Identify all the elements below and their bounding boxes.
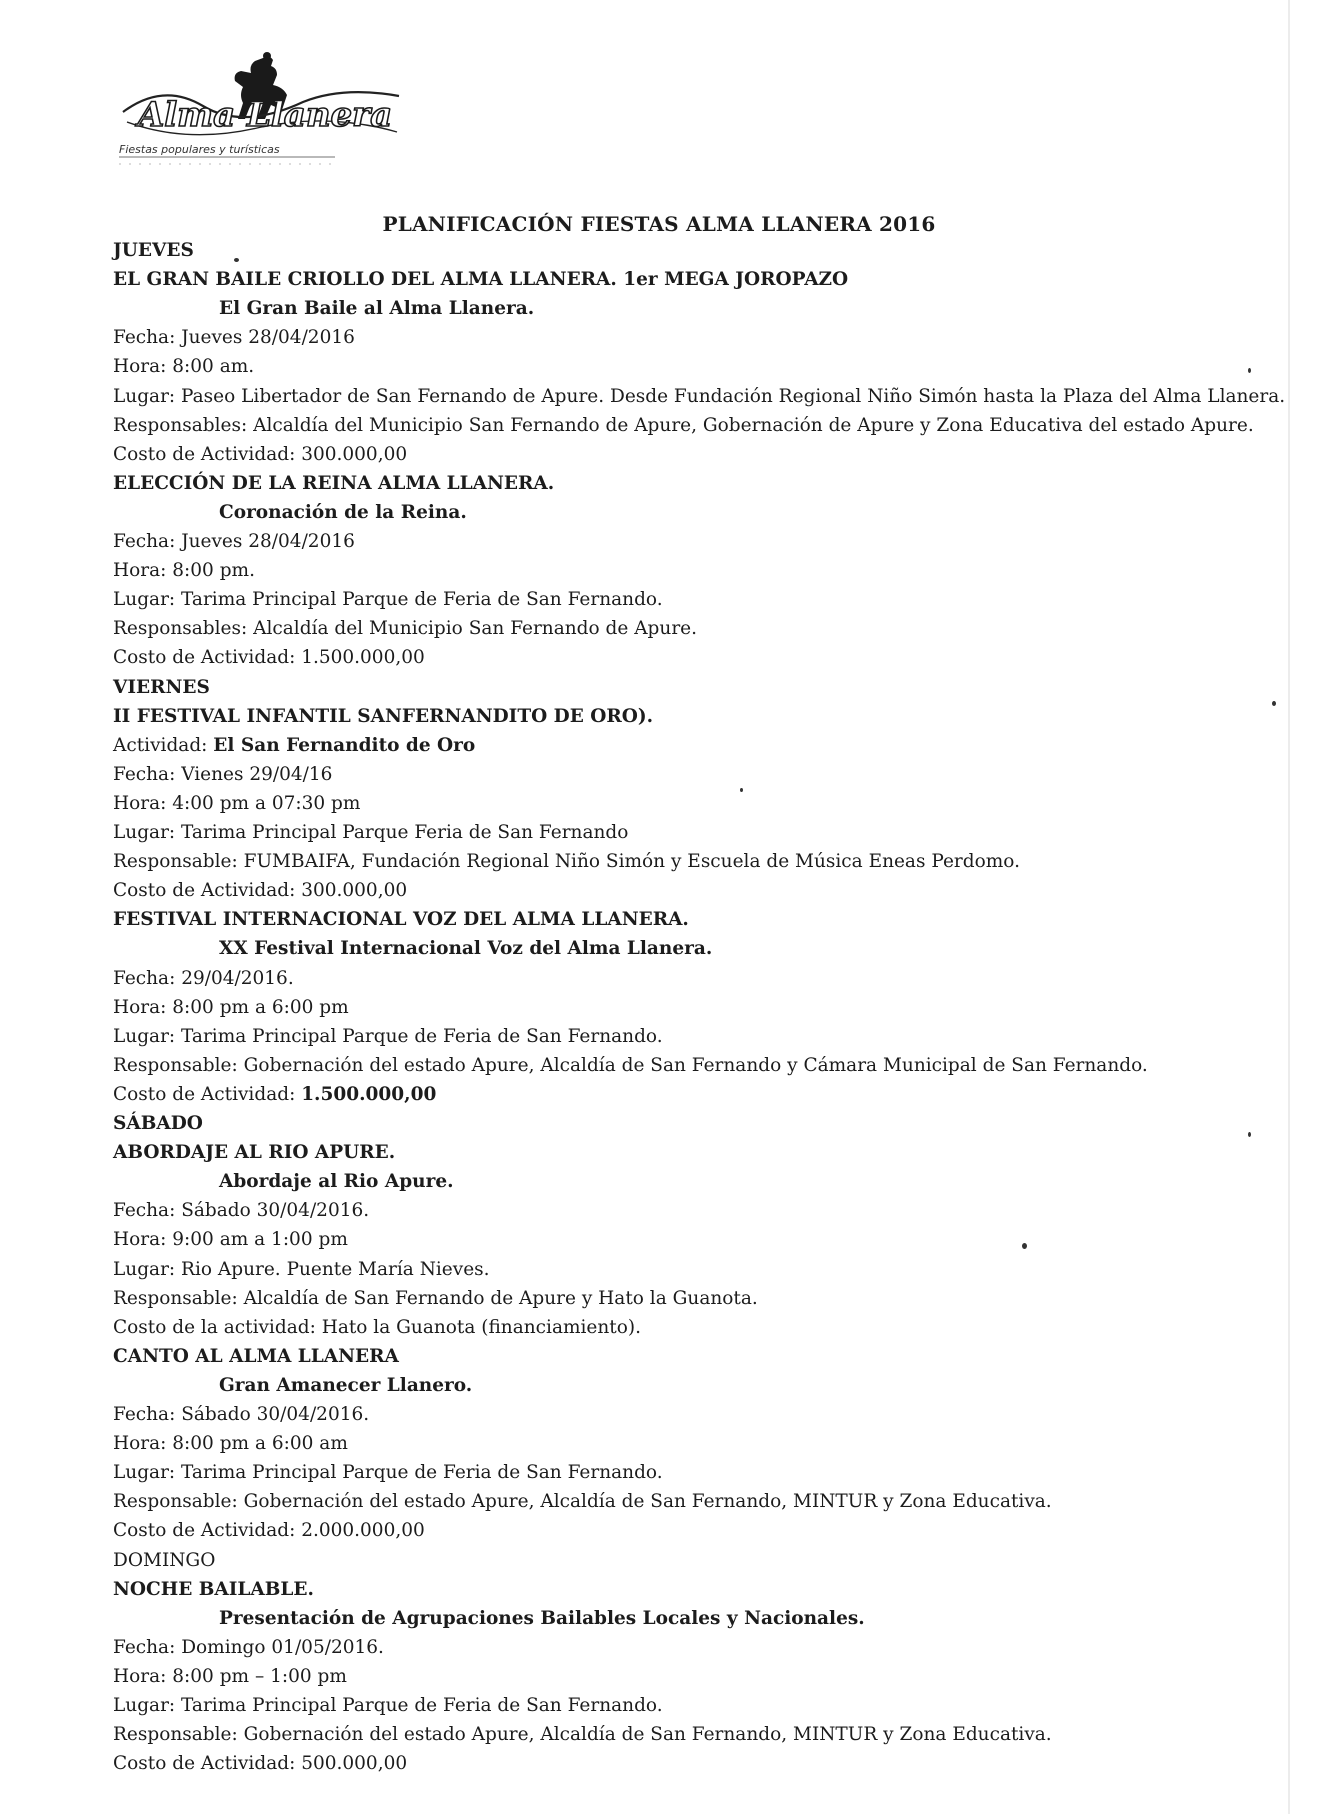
detail-value: 8:00 am. xyxy=(172,356,255,378)
event-detail-line xyxy=(113,1082,436,1108)
detail-label: Hora: xyxy=(113,792,173,814)
detail-label: Responsable: xyxy=(113,1287,244,1309)
event-detail-line xyxy=(113,587,663,613)
event-detail-line xyxy=(113,762,332,788)
detail-value: Sábado 30/04/2016. xyxy=(181,1200,370,1222)
event-detail-line xyxy=(113,1431,348,1457)
event-detail-line xyxy=(113,1227,348,1253)
detail-value: Tarima Principal Parque de Feria de San Fernando. xyxy=(181,1462,663,1484)
detail-label: Costo de Actividad: xyxy=(113,1753,302,1775)
scan-speck xyxy=(234,258,239,262)
event-detail-line xyxy=(113,995,349,1021)
event-subtitle: Abordaje al Rio Apure. xyxy=(219,1171,454,1193)
event-detail-line xyxy=(113,413,1254,439)
detail-value: 300.000,00 xyxy=(301,443,408,465)
detail-label: Hora: xyxy=(113,1665,173,1687)
detail-label: Actividad: xyxy=(113,734,214,756)
event-detail-line xyxy=(113,616,697,642)
detail-value: 4:00 pm a 07:30 pm xyxy=(172,792,361,814)
event-detail-line xyxy=(113,1024,663,1050)
detail-value: Domingo 01/05/2016. xyxy=(181,1636,384,1658)
detail-value: 29/04/2016. xyxy=(181,967,294,989)
event-detail-line xyxy=(113,733,475,759)
section-heading: ABORDAJE AL RIO APURE. xyxy=(113,1142,396,1164)
event-detail-line xyxy=(113,1518,425,1544)
detail-label: Costo de Actividad: xyxy=(113,880,302,902)
detail-value: Gobernación del estado Apure, Alcaldía de San Fernando, MINTUR y Zona Educativa. xyxy=(243,1724,1052,1746)
event-detail-line xyxy=(113,558,255,584)
event-detail-line xyxy=(113,1198,369,1224)
detail-value: Tarima Principal Parque de Feria de San Fernando. xyxy=(181,1025,663,1047)
detail-label: Lugar: xyxy=(113,822,182,843)
detail-label: Fecha: xyxy=(113,1200,182,1222)
detail-label: Lugar: xyxy=(113,589,182,611)
event-detail-line xyxy=(113,1460,663,1486)
logo-wordmark: Alma Llanera xyxy=(137,95,393,135)
detail-label: Hora: xyxy=(113,560,173,582)
detail-label: Responsable: xyxy=(113,1724,244,1746)
detail-label: Lugar: xyxy=(113,385,182,407)
section-heading: JUEVES xyxy=(113,240,194,261)
event-detail-line xyxy=(113,384,1285,410)
event-detail-line xyxy=(113,1286,758,1312)
detail-label: Fecha: xyxy=(113,763,182,785)
detail-label: Costo de la actividad: xyxy=(113,1316,322,1338)
detail-value: 8:00 pm – 1:00 pm xyxy=(172,1665,347,1687)
scan-speck xyxy=(1248,1132,1251,1137)
section-heading: ELECCIÓN DE LA REINA ALMA LLANERA. xyxy=(113,472,555,494)
section-heading: SÁBADO xyxy=(113,1113,203,1134)
detail-label: Fecha: xyxy=(113,531,182,552)
detail-value: Alcaldía del Municipio San Fernando de Apure. xyxy=(253,618,697,640)
detail-label: Costo de Actividad: xyxy=(113,443,302,465)
scan-speck xyxy=(1248,368,1251,373)
detail-value: 300.000,00 xyxy=(301,880,408,902)
event-detail-line xyxy=(113,1722,1052,1748)
event-subtitle: Coronación de la Reina. xyxy=(219,501,467,523)
scan-speck xyxy=(1272,701,1276,706)
event-detail-line xyxy=(113,791,360,817)
event-detail-line xyxy=(113,849,1020,875)
event-subtitle: Presentación de Agrupaciones Bailables Locales y Nacionales. xyxy=(219,1607,865,1629)
document-title: PLANIFICACIÓN FIESTAS ALMA LLANERA 2016 xyxy=(382,212,936,236)
scan-speck xyxy=(740,788,743,792)
event-detail-line xyxy=(113,1402,369,1428)
detail-label: Responsables: xyxy=(113,414,254,436)
detail-label: Responsable: xyxy=(113,851,244,873)
detail-value: Hato la Guanota (financiamiento). xyxy=(321,1316,641,1338)
section-heading: NOCHE BAILABLE. xyxy=(113,1578,314,1600)
detail-label: Fecha: xyxy=(113,967,182,989)
detail-label: Hora: xyxy=(113,1229,173,1251)
event-detail-line xyxy=(113,442,407,468)
detail-value: Tarima Principal Parque de Feria de San Fernando. xyxy=(181,1695,663,1716)
section-heading: II FESTIVAL INFANTIL SANFERNANDITO DE ORO). xyxy=(113,705,654,727)
detail-label: Lugar: xyxy=(113,1258,182,1280)
detail-value: Sábado 30/04/2016. xyxy=(181,1404,370,1425)
event-detail-line xyxy=(113,966,294,992)
detail-label: Responsable: xyxy=(113,1491,244,1513)
detail-value: El San Fernandito de Oro xyxy=(213,734,476,756)
section-heading: FESTIVAL INTERNACIONAL VOZ DEL ALMA LLANERA. xyxy=(113,909,689,931)
event-subtitle: XX Festival Internacional Voz del Alma Llanera. xyxy=(219,938,713,960)
detail-label: Responsable: xyxy=(113,1054,244,1076)
event-detail-line xyxy=(113,1693,663,1719)
detail-value: 8:00 pm a 6:00 pm xyxy=(172,996,349,1018)
event-subtitle: Gran Amanecer Llanero. xyxy=(219,1374,473,1396)
event-detail-line xyxy=(113,354,254,380)
detail-value: Vienes 29/04/16 xyxy=(181,763,333,785)
detail-value: Jueves 28/04/2016 xyxy=(181,531,355,552)
detail-value: 8:00 pm a 6:00 am xyxy=(172,1433,348,1455)
detail-label: Hora: xyxy=(113,996,173,1018)
event-detail-line xyxy=(113,1489,1052,1515)
event-detail-line xyxy=(113,1751,407,1777)
event-detail-line xyxy=(113,529,355,555)
event-detail-line xyxy=(113,1315,641,1341)
detail-value: 8:00 pm. xyxy=(172,560,255,582)
detail-label: Hora: xyxy=(113,356,173,378)
detail-value: 9:00 am a 1:00 pm xyxy=(172,1229,348,1251)
event-detail-line xyxy=(113,1664,347,1690)
event-detail-line xyxy=(113,645,425,671)
event-detail-line xyxy=(113,1053,1148,1079)
logo-tagline: Fiestas populares y turísticas xyxy=(119,143,280,156)
detail-label: Costo de Actividad: xyxy=(113,647,302,669)
detail-value: 500.000,00 xyxy=(301,1753,408,1775)
event-detail-line xyxy=(113,820,628,846)
detail-label: Lugar: xyxy=(113,1025,182,1047)
detail-label: Lugar: xyxy=(113,1695,182,1716)
detail-label: Hora: xyxy=(113,1433,173,1455)
detail-value: Tarima Principal Parque de Feria de San Fernando. xyxy=(181,589,663,611)
section-heading: VIERNES xyxy=(113,676,210,698)
detail-label: Costo de Actividad: xyxy=(113,1520,302,1542)
section-heading: EL GRAN BAILE CRIOLLO DEL ALMA LLANERA. 1er MEGA JOROPAZO xyxy=(113,269,849,291)
detail-value: Gobernación del estado Apure, Alcaldía de San Fernando y Cámara Municipal de San Fernando. xyxy=(243,1054,1148,1076)
event-detail-line xyxy=(113,1257,490,1283)
event-detail-line xyxy=(113,325,355,351)
section-heading: CANTO AL ALMA LLANERA xyxy=(113,1345,399,1367)
detail-label: Lugar: xyxy=(113,1462,182,1484)
detail-value: Tarima Principal Parque Feria de San Fernando xyxy=(181,822,629,843)
detail-value: Rio Apure. Puente María Nieves. xyxy=(181,1258,490,1280)
section-heading: DOMINGO xyxy=(113,1549,216,1571)
detail-value: Jueves 28/04/2016 xyxy=(181,327,355,349)
event-detail-line xyxy=(113,878,407,904)
event-detail-line xyxy=(113,1635,384,1661)
detail-value: FUMBAIFA, Fundación Regional Niño Simón y Escuela de Música Eneas Perdomo. xyxy=(243,851,1020,873)
detail-value: 1.500.000,00 xyxy=(301,647,425,669)
detail-value: 2.000.000,00 xyxy=(301,1520,425,1542)
detail-value: 1.500.000,00 xyxy=(301,1083,437,1105)
detail-value: Gobernación del estado Apure, Alcaldía de San Fernando, MINTUR y Zona Educativa. xyxy=(243,1491,1052,1513)
detail-value: Paseo Libertador de San Fernando de Apure. Desde Fundación Regional Niño Simón hasta la Plaza del Alma Llanera. xyxy=(181,385,1286,407)
detail-value: Alcaldía de San Fernando de Apure y Hato la Guanota. xyxy=(243,1287,758,1309)
detail-label: Fecha: xyxy=(113,1636,182,1658)
detail-label: Fecha: xyxy=(113,1404,182,1425)
detail-label: Costo de Actividad: xyxy=(113,1083,302,1105)
event-subtitle: El Gran Baile al Alma Llanera. xyxy=(219,298,535,320)
detail-value: Alcaldía del Municipio San Fernando de Apure, Gobernación de Apure y Zona Educativa del estado Apure. xyxy=(253,414,1254,436)
detail-label: Responsables: xyxy=(113,618,254,640)
scan-speck xyxy=(1022,1243,1027,1249)
detail-label: Fecha: xyxy=(113,327,182,349)
